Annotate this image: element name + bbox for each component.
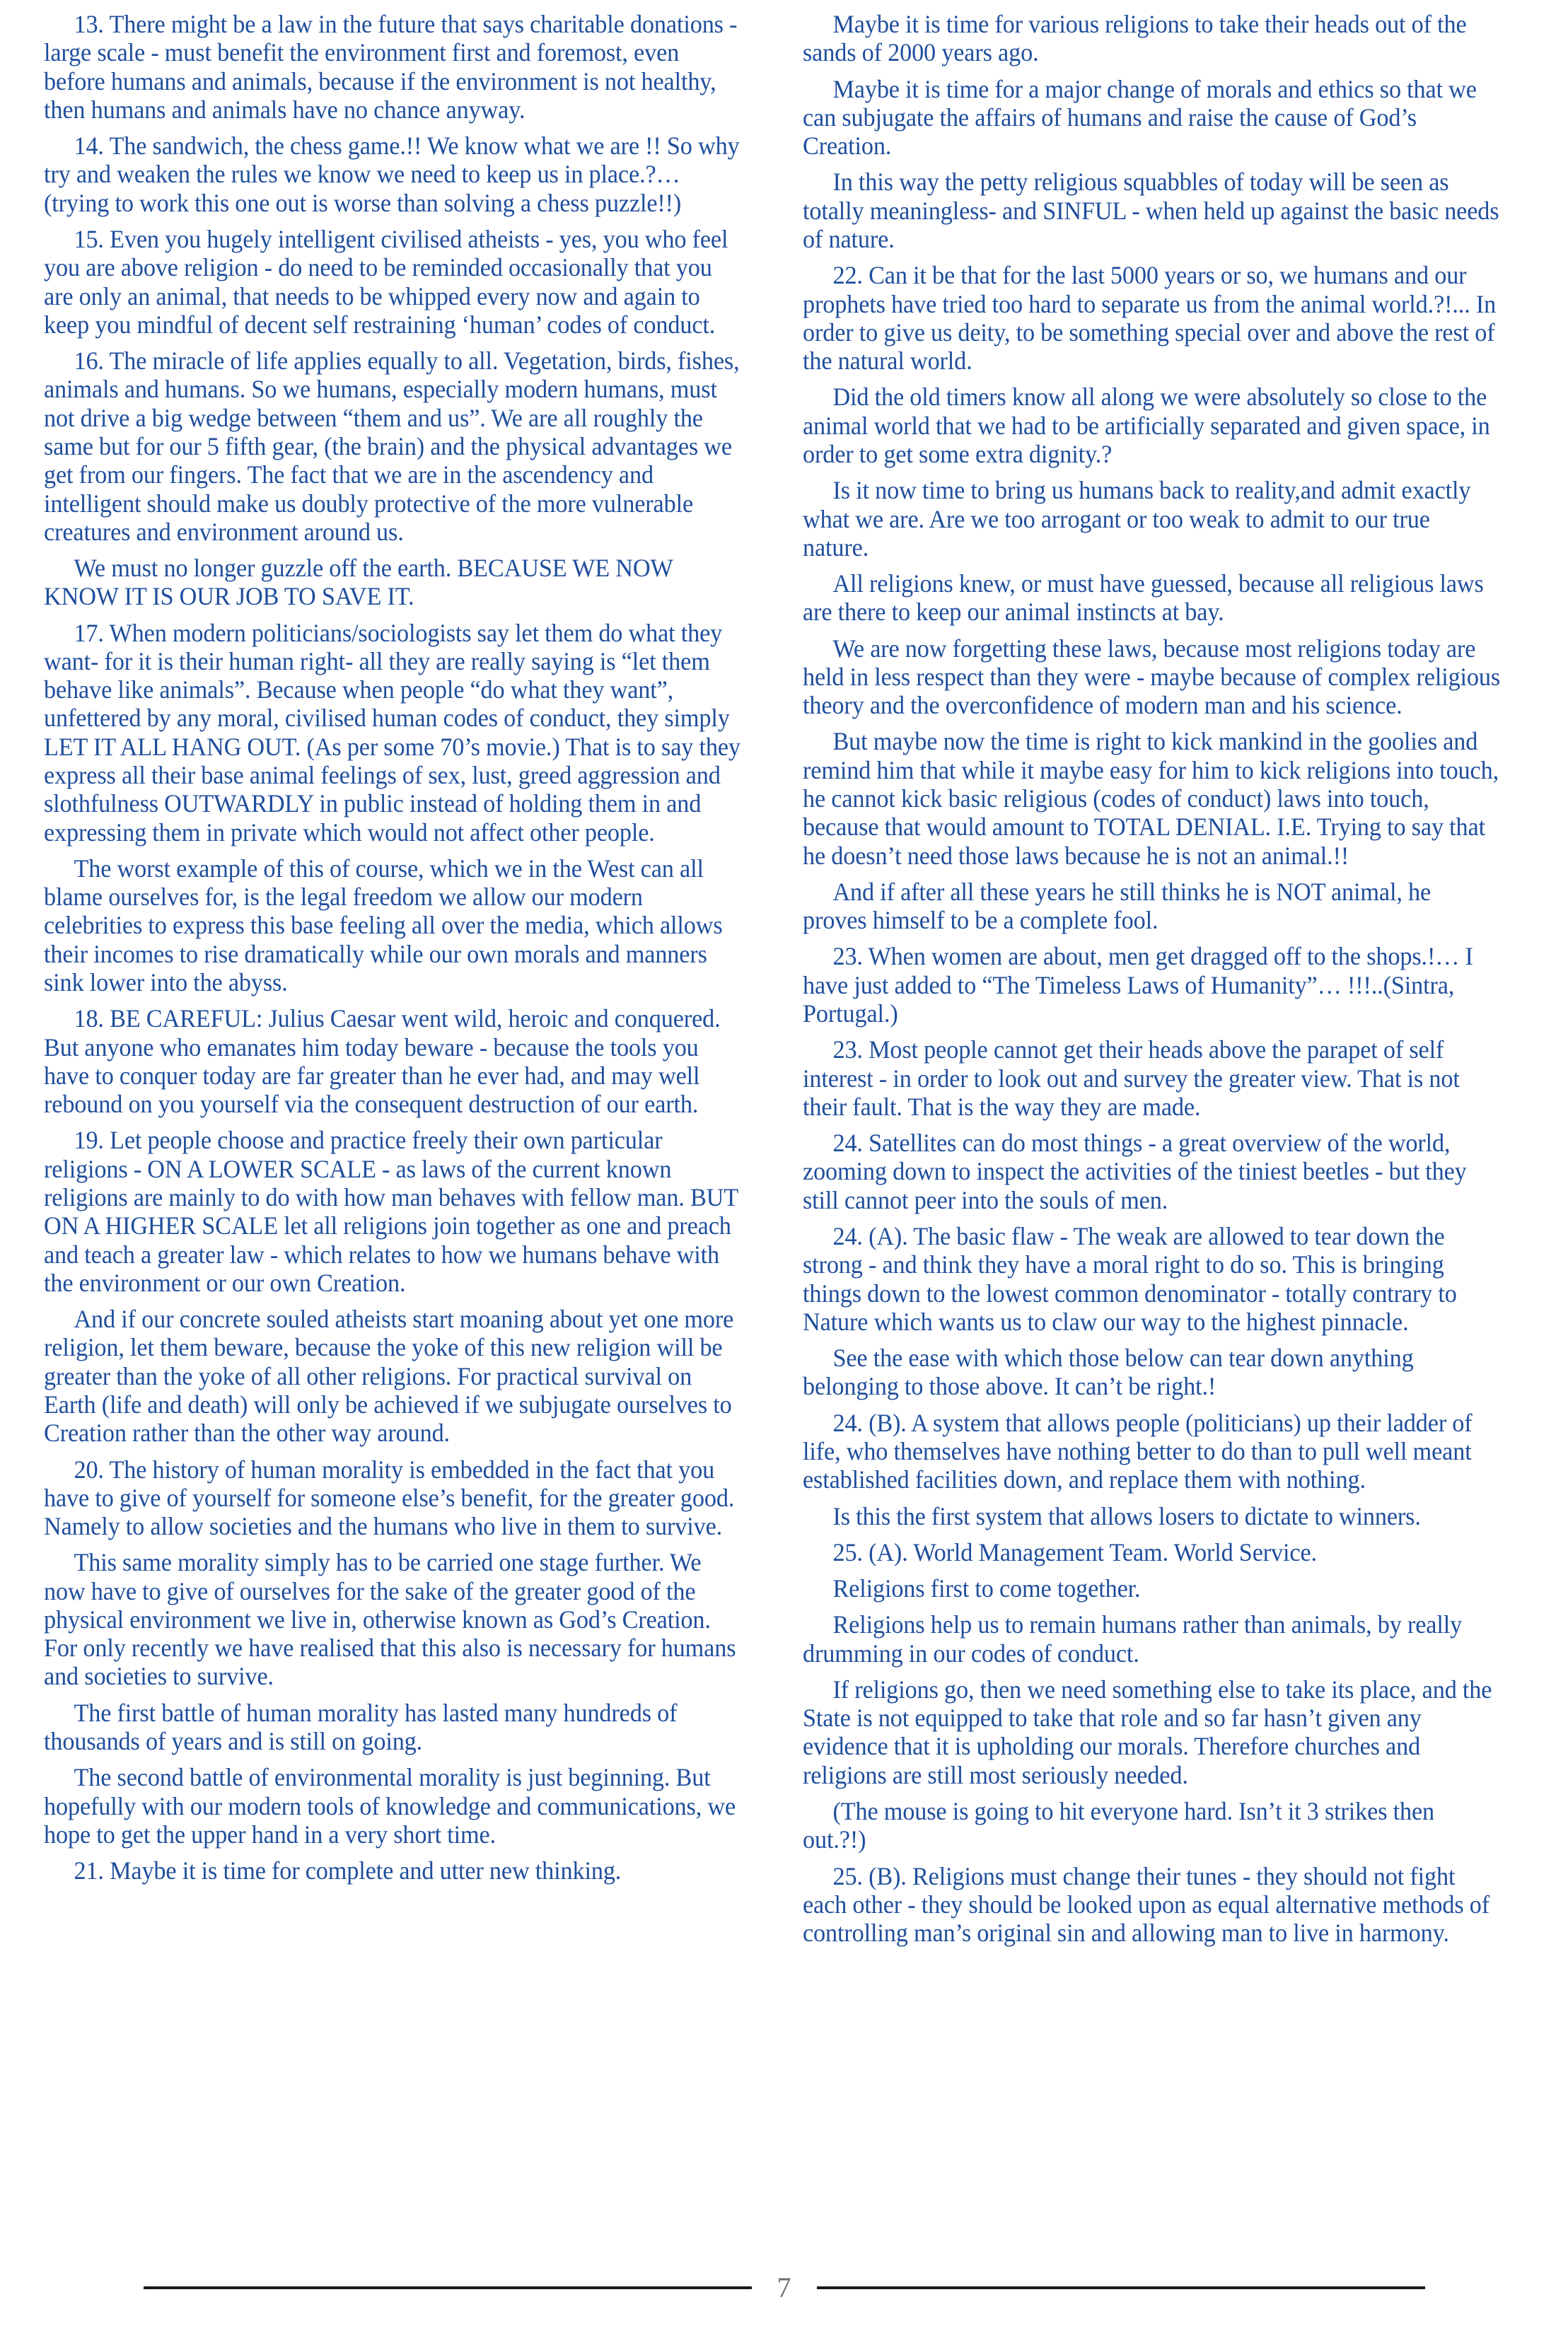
paragraph: 13. There might be a law in the future that says charitable donations - large scale - must benefit the environment first and foremost, even before humans and animals, because if the environment is not healthy, then humans and animals have no chance anyway. xyxy=(44,10,738,124)
paragraph: We must no longer guzzle off the earth. BECAUSE WE NOW KNOW IT IS OUR JOB TO SAVE IT. xyxy=(44,554,673,611)
paragraph: 16. The miracle of life applies equally to all. Vegetation, birds, fishes, animals and humans. So we humans, especially modern humans, must not drive a big wedge between “them and us”. We are all roughly the same but for our 5 fifth gear, (the brain) and the physical advantages we get from our fingers. The fact that we are in the ascendency and intelligent should make us doubly protective of the more vulnerable creatures and environment around us. xyxy=(44,347,740,546)
paragraph: Is it now time to bring us humans back to reality,and admit exactly what we are. Are we too arrogant or too weak to admit to our true nature. xyxy=(803,476,1471,562)
footer-rule-left xyxy=(144,2286,752,2289)
paragraph: The first battle of human morality has lasted many hundreds of thousands of years and is still on going. xyxy=(44,1698,678,1756)
paragraph: 24. Satellites can do most things - a great overview of the world, zooming down to inspect the activities of the tiniest beetles - but they still cannot peer into the souls of men. xyxy=(803,1129,1467,1214)
right-column xyxy=(803,10,1526,1955)
paragraph: 22. Can it be that for the last 5000 years or so, we humans and our prophets have tried too hard to separate us from the animal world.?!... In order to give us deity, to be something special over and above the rest of the natural world. xyxy=(803,261,1497,376)
page-footer xyxy=(0,2256,1568,2320)
paragraph: The second battle of environmental morality is just beginning. But hopefully with our modern tools of knowledge and communications, we hope to get the upper hand in a very short time. xyxy=(44,1763,736,1849)
page-number: 7 xyxy=(777,2272,791,2303)
paragraph: See the ease with which those below can tear down anything belonging to those above. It can’t be right.! xyxy=(803,1344,1414,1401)
paragraph: 23. When women are about, men get dragged off to the shops.!… I have just added to “The Timeless Laws of Humanity”… !!!..(Sintra, Portugal.) xyxy=(803,942,1473,1028)
left-column xyxy=(44,10,767,1892)
footer-rule-right xyxy=(817,2286,1425,2289)
paragraph: 14. The sandwich, the chess game.!! We know what we are !! So why try and weaken the rules we know we need to keep us in place.?… (trying to work this one out is worse than solving a chess puzzle!!) xyxy=(44,132,740,217)
paragraph: 19. Let people choose and practice freely their own particular religions - ON A LOWER SCALE - as laws of the current known religions are mainly to do with how man behaves with fellow man. BUT ON A HIGHER SCALE let all religions join together as one and preach and teach a greater law - which relates to how we humans behave with the environment or our own Creation. xyxy=(44,1126,738,1297)
paragraph: The worst example of this of course, which we in the West can all blame ourselves for, is the legal freedom we allow our modern celebrities to express this base feeling all over the media, which allows their incomes to rise dramatically while our own morals and manners sink lower into the abyss. xyxy=(44,854,723,996)
paragraph: All religions knew, or must have guessed, because all religious laws are there to keep our animal instincts at bay. xyxy=(803,569,1484,627)
paragraph: 20. The history of human morality is embedded in the fact that you have to give of yourself for someone else’s benefit, for the greater good. Namely to allow societies and the humans who live in them to survive. xyxy=(44,1455,735,1541)
paragraph: 25. (B). Religions must change their tunes - they should not fight each other - they should be looked upon as equal alternative methods of controlling man’s original sin and allowing man to live in harmony. xyxy=(803,1861,1490,1948)
paragraph: Is this the first system that allows losers to dictate to winners. xyxy=(832,1501,1421,1530)
paragraph: 18. BE CAREFUL: Julius Caesar went wild, heroic and conquered. But anyone who emanates him today beware - because the tools you have to conquer today are far greater than he ever had, and may well rebound on you yourself via the consequent destruction of our earth. xyxy=(44,1004,721,1119)
paragraph: 23. Most people cannot get their heads above the parapet of self interest - in order to look out and survey the greater view. That is not their fault. That is the way they are made. xyxy=(803,1035,1460,1121)
paragraph: And if after all these years he still thinks he is NOT animal, he proves himself to be a complete fool. xyxy=(803,877,1431,935)
paragraph: 24. (A). The basic flaw - The weak are allowed to tear down the strong - and think they have a moral right to do so. This is bringing things down to the lowest common denominator - totally contrary to Nature which wants us to claw our way to the highest pinnacle. xyxy=(803,1221,1457,1336)
paragraph: 21. Maybe it is time for complete and utter new thinking. xyxy=(74,1856,622,1885)
paragraph: But maybe now the time is right to kick mankind in the goolies and remind him that while it maybe easy for him to kick religions into touch, he cannot kick basic religious (codes of conduct) laws into touch, because that would amount to TOTAL DENIAL. I.E. Trying to say that he doesn’t need those laws because he is not an animal.!! xyxy=(803,727,1499,870)
paragraph: And if our concrete souled atheists start moaning about yet one more religion, let them beware, because the yoke of this new religion will be greater than the yoke of all other religions. For practical survival on Earth (life and death) will only be achieved if we subjugate ourselves to Creation rather than the other way around. xyxy=(44,1305,734,1448)
paragraph: Maybe it is time for a major change of morals and ethics so that we can subjugate the affairs of humans and raise the cause of God’s Creation. xyxy=(803,74,1477,161)
paragraph: If religions go, then we need something else to take its place, and the State is not equipped to take that role and so far hasn’t given any evidence that it is upholding our morals. Therefore churches and religions are still most seriously needed. xyxy=(803,1675,1492,1789)
paragraph: We are now forgetting these laws, because most religions today are held in less respect than they were - maybe because of complex religious theory and the overconfidence of modern man and his science. xyxy=(803,634,1501,720)
paragraph: (The mouse is going to hit everyone hard. Isn’t it 3 strikes then out.?!) xyxy=(803,1797,1435,1854)
paragraph: Did the old timers know all along we were absolutely so close to the animal world that we had to be artificially separated and given space, in order to get some extra dignity.? xyxy=(803,383,1490,468)
paragraph: Religions help us to remain humans rather than animals, by really drumming in our codes of conduct. xyxy=(803,1610,1463,1668)
paragraph: Religions first to come together. xyxy=(832,1574,1141,1603)
paragraph: 25. (A). World Management Team. World Service. xyxy=(832,1537,1317,1566)
paragraph: 17. When modern politicians/sociologists say let them do what they want- for it is their human right- all they are really saying is “let them behave like animals”. Because when people “do what they want”, unfettered by any moral, civilised human codes of conduct, they simply LET IT ALL HANG OUT. (As per some 70’s movie.) That is to say they express all their base animal feelings of sex, lust, greed aggression and slothfulness OUTWARDLY in public instead of holding them in and expressing them in private which would not affect other people. xyxy=(44,618,741,847)
paragraph: 24. (B). A system that allows people (politicians) up their ladder of life, who themselves have nothing better to do than to pull well meant established facilities down, and replace them with nothing. xyxy=(803,1408,1473,1494)
paragraph: 15. Even you hugely intelligent civilised atheists - yes, you who feel you are above religion - do need to be reminded occasionally that you are only an animal, that needs to be whipped every now and again to keep you mindful of decent self restraining ‘human’ codes of conduct. xyxy=(44,224,728,339)
paragraph: This same morality simply has to be carried one stage further. We now have to give of ourselves for the sake of the greater good of the physical environment we live in, otherwise known as God’s Creation. For only recently we have realised that this also is necessary for humans and societies to survive. xyxy=(44,1548,736,1691)
paragraph: In this way the petty religious squabbles of today will be seen as totally meaningless- and SINFUL - when held up against the basic needs of nature. xyxy=(803,168,1499,253)
two-column-body xyxy=(44,10,1526,2338)
paragraph: Maybe it is time for various religions to take their heads out of the sands of 2000 years ago. xyxy=(803,10,1467,67)
